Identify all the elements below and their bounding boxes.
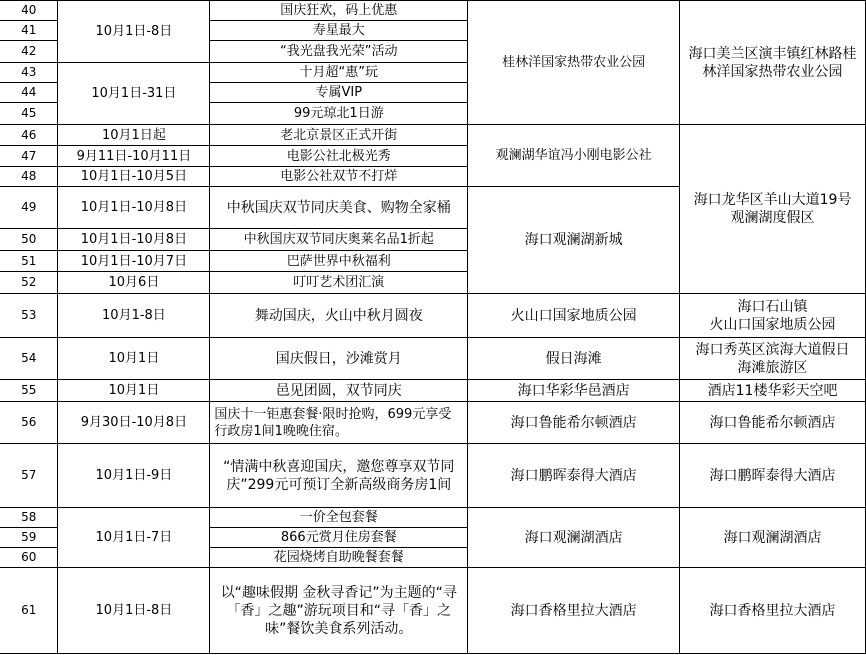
row-number: 56: [0, 402, 58, 444]
event-cell: 中秋国庆双节同庆美食、购物全家桶: [210, 187, 468, 229]
address-cell: 海口美兰区演丰镇红林路桂林洋国家热带农业公园: [680, 1, 866, 125]
event-cell: 866元赏月住房套餐: [210, 528, 468, 548]
date-cell: 10月1日-8日: [58, 568, 210, 654]
table-row: [0, 294, 866, 338]
venue-cell: 观澜湖华谊冯小刚电影公社: [468, 125, 680, 187]
row-number: 46: [0, 125, 58, 146]
row-number: 53: [0, 294, 58, 338]
date-cell: 10月1日: [58, 338, 210, 380]
date-cell: 10月1日起: [58, 125, 210, 146]
row-number: 59: [0, 528, 58, 548]
date-cell: 10月6日: [58, 272, 210, 294]
table-row: [0, 568, 866, 654]
date-cell: 10月1日-8日: [58, 1, 210, 63]
date-cell: 10月1日: [58, 380, 210, 402]
date-cell: 10月1日-31日: [58, 63, 210, 125]
row-number: 54: [0, 338, 58, 380]
address-cell: 海口石山镇 火山口国家地质公园: [680, 294, 866, 338]
address-cell: 海口秀英区滨海大道假日海滩旅游区: [680, 338, 866, 380]
row-number: 60: [0, 548, 58, 568]
date-cell: 9月30日-10月8日: [58, 402, 210, 444]
event-cell: 十月超“惠”玩: [210, 63, 468, 83]
address-cell: 酒店11楼华彩天空吧: [680, 380, 866, 402]
date-cell: 9月11日-10月11日: [58, 146, 210, 167]
event-cell: 国庆假日，沙滩赏月: [210, 338, 468, 380]
date-cell: 10月1日-10月8日: [58, 229, 210, 251]
row-number: 43: [0, 63, 58, 83]
event-cell: 99元琼北1日游: [210, 103, 468, 125]
venue-cell: 海口华彩华邑酒店: [468, 380, 680, 402]
address-cell: 海口观澜湖酒店: [680, 508, 866, 568]
venue-cell: 海口鲁能希尔顿酒店: [468, 402, 680, 444]
table-row: [0, 380, 866, 402]
date-cell: 10月1-8日: [58, 294, 210, 338]
event-cell: 中秋国庆双节同庆奥莱名品1折起: [210, 229, 468, 251]
event-cell: 电影公社双节不打烊: [210, 167, 468, 187]
event-cell: 一价全包套餐: [210, 508, 468, 528]
table-row: [0, 402, 866, 444]
address-cell: 海口鲁能希尔顿酒店: [680, 402, 866, 444]
row-number: 51: [0, 251, 58, 272]
table-row: [0, 444, 866, 508]
event-cell: “情满中秋喜迎国庆，邀您尊享双节同庆”299元可预订全新高级商务房1间: [210, 444, 468, 508]
event-cell: 老北京景区正式开街: [210, 125, 468, 146]
address-cell: 海口鹏晖泰得大酒店: [680, 444, 866, 508]
row-number: 52: [0, 272, 58, 294]
venue-cell: 海口观澜湖酒店: [468, 508, 680, 568]
event-cell: 寿星最大: [210, 21, 468, 41]
table-row: [0, 125, 866, 146]
event-cell: 叮叮艺术团汇演: [210, 272, 468, 294]
event-cell: “我光盘我光荣”活动: [210, 41, 468, 63]
venue-cell: 假日海滩: [468, 338, 680, 380]
row-number: 50: [0, 229, 58, 251]
date-cell: 10月1日-7日: [58, 508, 210, 568]
address-cell: 海口龙华区羊山大道19号观澜湖度假区: [680, 125, 866, 294]
row-number: 41: [0, 21, 58, 41]
address-cell: 海口香格里拉大酒店: [680, 568, 866, 654]
row-number: 40: [0, 1, 58, 21]
venue-cell: 海口香格里拉大酒店: [468, 568, 680, 654]
event-cell: 以“趣味假期 金秋寻香记”为主题的“寻「香」之趣”游玩项目和“寻「香」之味”餐饮美食系列活动。: [210, 568, 468, 654]
date-cell: 10月1日-10月8日: [58, 187, 210, 229]
row-number: 57: [0, 444, 58, 508]
event-cell: 舞动国庆，火山中秋月圆夜: [210, 294, 468, 338]
date-cell: 10月1日-10月7日: [58, 251, 210, 272]
event-cell: 电影公社北极光秀: [210, 146, 468, 167]
venue-cell: 火山口国家地质公园: [468, 294, 680, 338]
event-cell: 花园烧烤自助晚餐套餐: [210, 548, 468, 568]
table-row: [0, 1, 866, 21]
venue-cell: 海口鹏晖泰得大酒店: [468, 444, 680, 508]
event-cell: 专属VIP: [210, 83, 468, 103]
row-number: 55: [0, 380, 58, 402]
event-cell: 邑见团圆，双节同庆: [210, 380, 468, 402]
row-number: 58: [0, 508, 58, 528]
row-number: 61: [0, 568, 58, 654]
row-number: 45: [0, 103, 58, 125]
date-cell: 10月1日-9日: [58, 444, 210, 508]
venue-cell: 桂林洋国家热带农业公园: [468, 1, 680, 125]
table-row: [0, 508, 866, 528]
event-cell: 国庆狂欢，码上优惠: [210, 1, 468, 21]
venue-cell: 海口观澜湖新城: [468, 187, 680, 294]
table-row: [0, 338, 866, 380]
row-number: 44: [0, 83, 58, 103]
row-number: 48: [0, 167, 58, 187]
row-number: 47: [0, 146, 58, 167]
event-cell: 国庆十一钜惠套餐·限时抢购，699元享受行政房1间1晚晚住宿。: [210, 402, 468, 444]
row-number: 42: [0, 41, 58, 63]
row-number: 49: [0, 187, 58, 229]
event-cell: 巴萨世界中秋福利: [210, 251, 468, 272]
date-cell: 10月1日-10月5日: [58, 167, 210, 187]
